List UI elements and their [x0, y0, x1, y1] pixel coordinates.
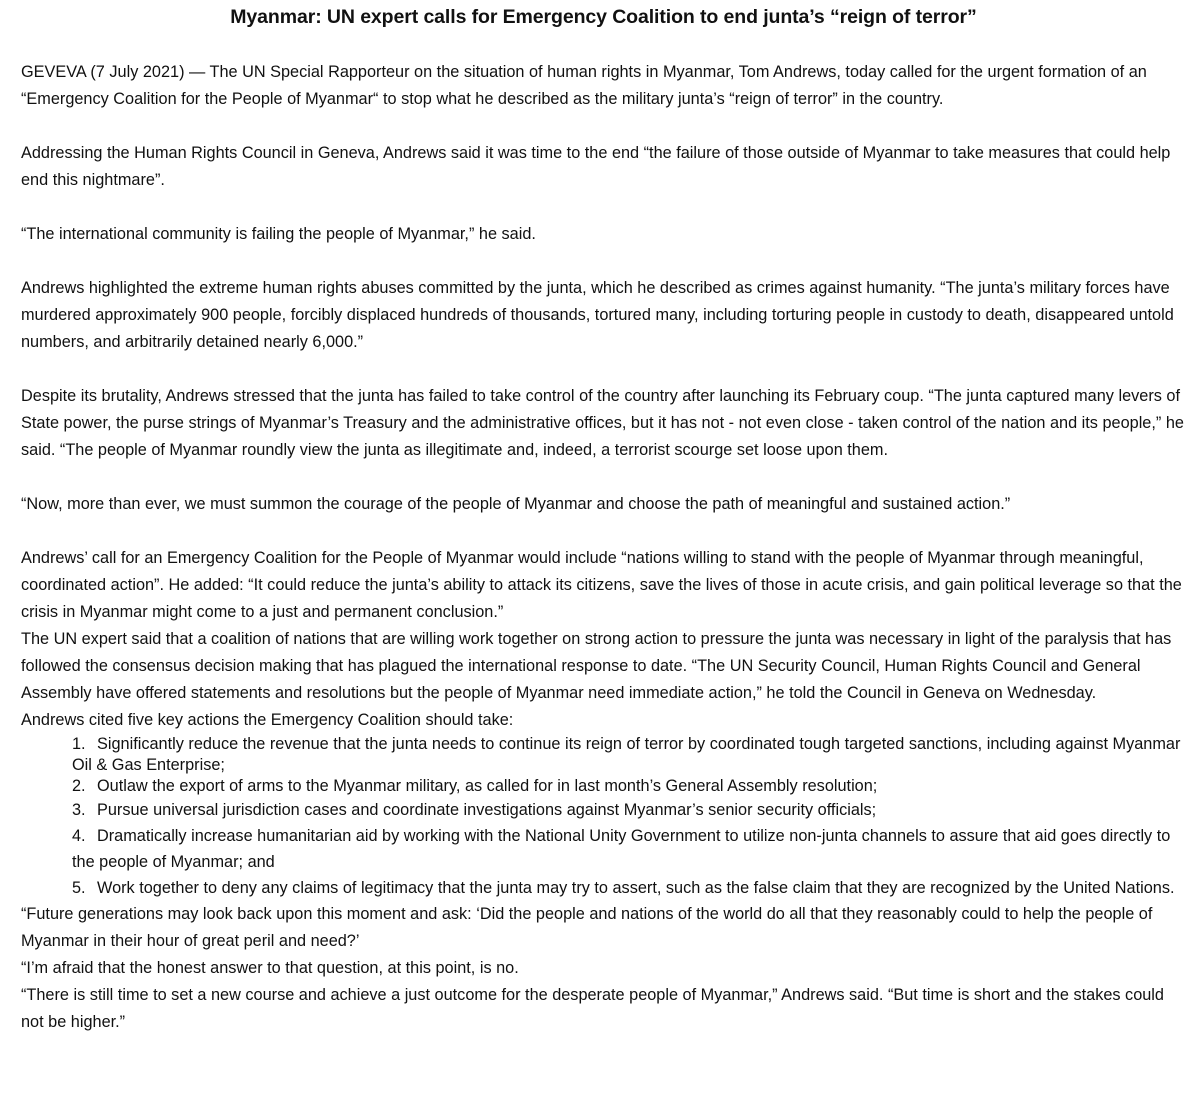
paragraph: “I’m afraid that the honest answer to that question, at this point, is no. [21, 959, 519, 977]
list-item [72, 776, 1186, 797]
list-item-number: 4. [72, 827, 86, 845]
paragraph: Despite its brutality, Andrews stressed that the junta has failed to take control of the country after launching its February coup. “The junta captured many levers of State power, the purse strings of Myanmar’s Treasury and the administrative offices, but it has not - not even close - taken control of the nation and its people,” he said. “The people of Myanmar roundly view the junta as illegitimate and, indeed, a terrorist scourge set loose upon them. [21, 387, 1184, 459]
paragraph: Andrews cited five key actions the Emergency Coalition should take: [21, 711, 514, 729]
list-item-number: 2. [72, 777, 86, 795]
list-item [72, 734, 1186, 776]
list-item-text: Dramatically increase humanitarian aid by working with the National Unity Government to utilize non-junta channels to assure that aid goes directly to the people of Myanmar; and [72, 827, 1171, 871]
paragraph: Addressing the Human Rights Council in Geneva, Andrews said it was time to the end “the failure of those outside of Myanmar to take measures that could help end this nightmare”. [21, 144, 1171, 189]
paragraph: GEVEVA (7 July 2021) — The UN Special Rapporteur on the situation of human rights in Myanmar, Tom Andrews, today called for the urgent formation of an “Emergency Coalition for the People of Myanmar“ to stop what he described as the military junta’s “reign of terror” in the country. [21, 63, 1147, 108]
list-item-number: 3. [72, 801, 86, 819]
paragraph: The UN expert said that a coalition of nations that are willing work together on strong action to pressure the junta was necessary in light of the paralysis that has followed the consensus decision making that has plagued the international response to date. “The UN Security Council, Human Rights Council and General Assembly have offered statements and resolutions but the people of Myanmar need immediate action,” he told the Council in Geneva on Wednesday. [21, 630, 1172, 702]
list-item [72, 797, 1186, 823]
page-title: Myanmar: UN expert calls for Emergency Coalition to end junta’s “reign of terror” [230, 6, 977, 28]
list-item-text: Pursue universal jurisdiction cases and coordinate investigations against Myanmar’s senior security officials; [97, 801, 877, 819]
paragraph: “The international community is failing the people of Myanmar,” he said. [21, 225, 536, 243]
list-item [72, 875, 1186, 901]
list-item-text: Work together to deny any claims of legitimacy that the junta may try to assert, such as the false claim that they are recognized by the United Nations. [97, 879, 1175, 897]
list-item [72, 823, 1186, 875]
key-actions-list [21, 734, 1186, 901]
list-item-text: Significantly reduce the revenue that the junta needs to continue its reign of terror by coordinated tough targeted sanctions, including against Myanmar Oil & Gas Enterprise; [72, 735, 1181, 774]
paragraph: “Future generations may look back upon this moment and ask: ‘Did the people and nations of the world do all that they reasonably could to help the people of Myanmar in their hour of great peril and need?’ [21, 905, 1153, 950]
list-item-number: 1. [72, 735, 86, 753]
paragraph: Andrews highlighted the extreme human rights abuses committed by the junta, which he described as crimes against humanity. “The junta’s military forces have murdered approximately 900 people, forcibly displaced hundreds of thousands, tortured many, including torturing people in custody to death, disappeared untold numbers, and arbitrarily detained nearly 6,000.” [21, 279, 1174, 351]
article-body [21, 59, 1186, 1036]
paragraph: Andrews’ call for an Emergency Coalition for the People of Myanmar would include “nations willing to stand with the people of Myanmar through meaningful, coordinated action”. He added: “It could reduce the junta’s ability to attack its citizens, save the lives of those in acute crisis, and gain political leverage so that the crisis in Myanmar might come to a just and permanent conclusion.” [21, 549, 1182, 621]
paragraph: “Now, more than ever, we must summon the courage of the people of Myanmar and choose the path of meaningful and sustained action.” [21, 495, 1011, 513]
paragraph: “There is still time to set a new course and achieve a just outcome for the desperate people of Myanmar,” Andrews said. “But time is short and the stakes could not be higher.” [21, 986, 1164, 1031]
list-item-number: 5. [72, 879, 86, 897]
list-item-text: Outlaw the export of arms to the Myanmar military, as called for in last month’s General Assembly resolution; [97, 777, 878, 795]
